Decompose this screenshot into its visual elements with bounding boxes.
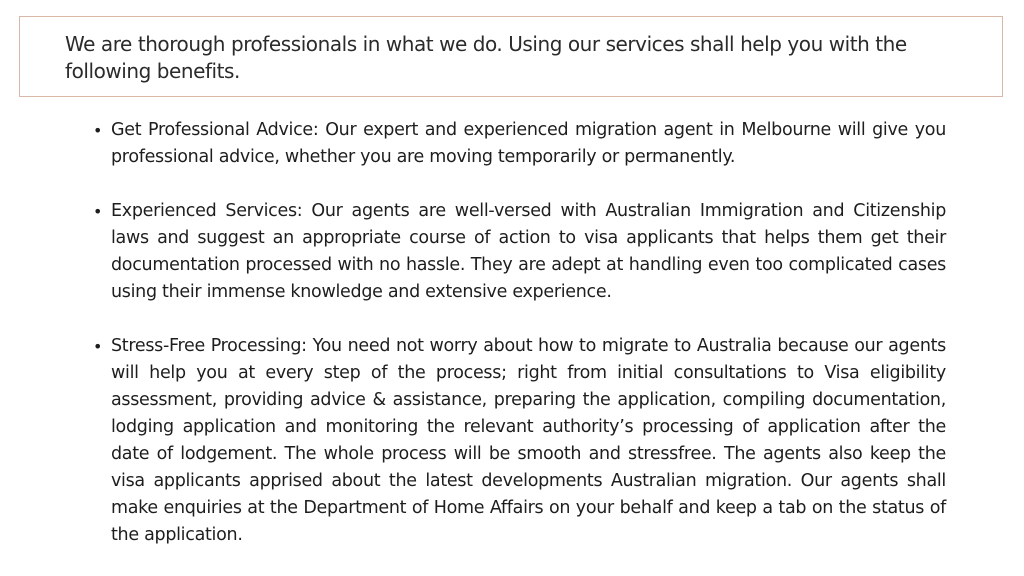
benefit-text: Get Professional Advice: Our expert and experienced migration agent in Melbourne will give you professional advice, whether you are moving temporarily or permanently. xyxy=(111,120,946,167)
intro-text: We are thorough professionals in what we do. Using our services shall help you with the following benefits. xyxy=(65,32,907,83)
benefit-professional-advice xyxy=(92,117,946,171)
benefits-list xyxy=(92,117,946,549)
bullet-icon: • xyxy=(93,121,103,140)
intro-box xyxy=(19,16,1003,97)
bullet-icon: • xyxy=(93,202,103,221)
bullet-icon: • xyxy=(93,337,103,356)
benefit-text: Experienced Services: Our agents are well-versed with Australian Immigration and Citizenship laws and suggest an appropriate course of action to visa applicants that helps them get their documentation processed with no hassle. They are adept at handling even too complicated cases using their immense knowledge and extensive experience. xyxy=(111,201,946,302)
benefit-text: Stress-Free Processing: You need not worry about how to migrate to Australia because our agents will help you at every step of the process; right from initial consultations to Visa eligibility assessment, providing advice & assistance, preparing the application, compiling documentation, lodging application and monitoring the relevant authority’s processing of application after the date of lodgement. The whole process will be smooth and stressfree. The agents also keep the visa applicants apprised about the latest developments Australian migration. Our agents shall make enquiries at the Department of Home Affairs on your behalf and keep a tab on the status of the application. xyxy=(111,336,946,545)
benefit-stress-free-processing xyxy=(92,333,946,549)
benefit-experienced-services xyxy=(92,198,946,306)
